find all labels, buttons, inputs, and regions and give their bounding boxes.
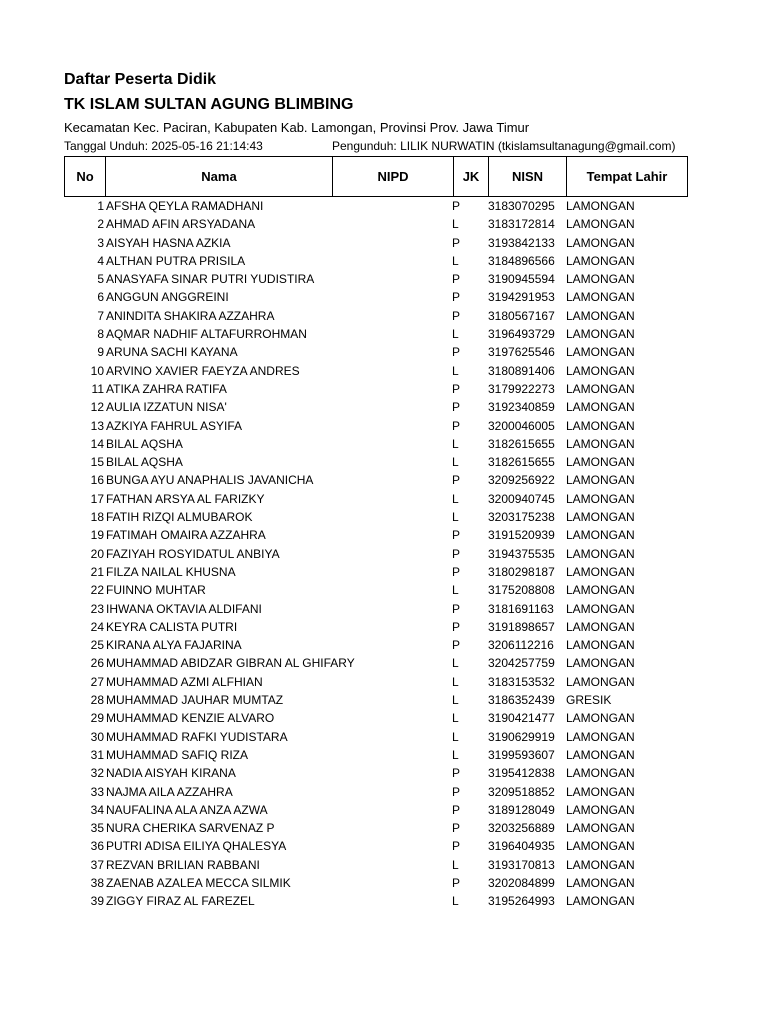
student-gender: L [452, 894, 459, 909]
student-gender: P [452, 400, 461, 415]
student-name: ARUNA SACHI KAYANA [106, 345, 238, 360]
table-row [64, 600, 704, 618]
row-number: 17 [90, 491, 104, 506]
student-name: ANGGUN ANGGREINI [106, 290, 229, 305]
student-gender: P [452, 528, 461, 543]
student-gender: P [452, 308, 461, 323]
student-gender: P [452, 235, 461, 250]
row-number: 29 [90, 711, 104, 726]
student-birthplace: LAMONGAN [566, 601, 635, 616]
table-row [64, 709, 704, 727]
table-row [64, 197, 704, 215]
student-name: AHMAD AFIN ARSYADANA [106, 217, 256, 232]
student-name: MUHAMMAD KENZIE ALVARO [106, 711, 275, 726]
student-nisn: 3209256922 [488, 473, 555, 488]
table-row [64, 819, 704, 837]
table-row [64, 837, 704, 855]
student-nisn: 3195264993 [488, 894, 555, 909]
student-name: AISYAH HASNA AZKIA [106, 235, 231, 250]
table-row [64, 288, 704, 306]
student-name: KIRANA ALYA FAJARINA [106, 638, 242, 653]
row-number: 1 [97, 199, 104, 213]
student-name: REZVAN BRILIAN RABBANI [106, 857, 260, 872]
student-nisn: 3200046005 [488, 418, 555, 433]
student-gender: P [452, 381, 461, 396]
student-nisn: 3209518852 [488, 784, 555, 799]
student-gender: P [452, 345, 461, 360]
student-nisn: 3181691163 [488, 601, 554, 616]
header-nama: Nama [106, 157, 333, 197]
student-nisn: 3196493729 [488, 327, 555, 342]
row-number: 30 [90, 729, 104, 744]
student-name: MUHAMMAD JAUHAR MUMTAZ [106, 693, 284, 708]
student-gender: P [452, 784, 461, 799]
student-name: ZIGGY FIRAZ AL FAREZEL [106, 894, 255, 909]
student-name: FUINNO MUHTAR [106, 583, 206, 598]
row-number: 14 [90, 436, 104, 451]
student-nisn: 3194291953 [488, 290, 555, 305]
header-jk: JK [454, 157, 489, 197]
student-gender: L [452, 711, 459, 726]
student-birthplace: LAMONGAN [566, 674, 635, 689]
student-gender: P [452, 290, 461, 305]
table-row [64, 252, 704, 270]
student-birthplace: LAMONGAN [566, 436, 635, 451]
table-row [64, 508, 704, 526]
student-name: ARVINO XAVIER FAEYZA ANDRES [106, 363, 300, 378]
student-gender: P [452, 418, 461, 433]
student-gender: L [452, 363, 459, 378]
student-birthplace: LAMONGAN [566, 400, 635, 415]
table-row [64, 307, 704, 325]
student-nisn: 3186352439 [488, 693, 555, 708]
header-nipd: NIPD [333, 157, 454, 197]
row-number: 7 [97, 308, 104, 323]
row-number: 21 [90, 564, 104, 579]
row-number: 5 [97, 272, 104, 287]
student-birthplace: LAMONGAN [566, 381, 635, 396]
student-birthplace: LAMONGAN [566, 839, 635, 854]
student-nisn: 3200940745 [488, 491, 555, 506]
student-birthplace: LAMONGAN [566, 802, 635, 817]
student-gender: P [452, 473, 461, 488]
student-nisn: 3203175238 [488, 510, 555, 525]
student-birthplace: LAMONGAN [566, 455, 635, 470]
row-number: 10 [90, 363, 104, 378]
table-row [64, 270, 704, 288]
location-line: Kecamatan Kec. Paciran, Kabupaten Kab. Lamongan, Provinsi Prov. Jawa Timur [64, 120, 530, 135]
student-nisn: 3192340859 [488, 400, 555, 415]
student-nisn: 3197625546 [488, 345, 555, 360]
student-name: PUTRI ADISA EILIYA QHALESYA [106, 839, 287, 854]
table-row [64, 673, 704, 691]
student-name: ZAENAB AZALEA MECCA SILMIK [106, 875, 291, 890]
row-number: 6 [97, 290, 104, 305]
student-nisn: 3184896566 [488, 253, 555, 268]
student-birthplace: LAMONGAN [566, 875, 635, 890]
student-nisn: 3204257759 [488, 656, 555, 671]
student-gender: L [452, 491, 459, 506]
table-row [64, 764, 704, 782]
table-row [64, 801, 704, 819]
student-gender: L [452, 327, 459, 342]
student-nisn: 3199593607 [488, 747, 555, 762]
student-birthplace: LAMONGAN [566, 583, 635, 598]
row-number: 18 [90, 510, 104, 525]
row-number: 4 [97, 253, 104, 268]
table-row [64, 490, 704, 508]
student-birthplace: LAMONGAN [566, 491, 635, 506]
student-nisn: 3191898657 [488, 619, 555, 634]
student-birthplace: LAMONGAN [566, 308, 635, 323]
student-gender: P [452, 619, 461, 634]
table-row [64, 563, 704, 581]
student-nisn: 3189128049 [488, 802, 555, 817]
student-birthplace: LAMONGAN [566, 821, 635, 836]
student-name: AULIA IZZATUN NISA' [106, 400, 227, 415]
row-number: 2 [97, 217, 104, 232]
row-number: 26 [90, 656, 104, 671]
student-birthplace: LAMONGAN [566, 528, 635, 543]
table-row [64, 746, 704, 764]
student-name: AZKIYA FAHRUL ASYIFA [106, 418, 243, 433]
row-number: 27 [90, 674, 104, 689]
table-row [64, 325, 704, 343]
student-gender: L [452, 253, 459, 268]
student-gender: P [452, 875, 461, 890]
student-nisn: 3179922273 [488, 381, 555, 396]
student-birthplace: LAMONGAN [566, 784, 635, 799]
table-row [64, 874, 704, 892]
student-nisn: 3180891406 [488, 363, 555, 378]
document-title: Daftar Peserta Didik [64, 71, 217, 88]
row-number: 32 [90, 766, 104, 781]
table-row [64, 471, 704, 489]
student-name: MUHAMMAD ABIDZAR GIBRAN AL GHIFARY [106, 656, 355, 671]
table-row [64, 856, 704, 874]
table-row [64, 234, 704, 252]
table-header [64, 156, 688, 197]
student-birthplace: LAMONGAN [566, 199, 635, 213]
student-nisn: 3190629919 [488, 729, 555, 744]
student-gender: P [452, 766, 461, 781]
table-row [64, 435, 704, 453]
student-nisn: 3182615655 [488, 436, 555, 451]
student-birthplace: LAMONGAN [566, 857, 635, 872]
student-name: ATIKA ZAHRA RATIFA [106, 381, 227, 396]
table-row [64, 453, 704, 471]
table-row [64, 343, 704, 361]
student-gender: P [452, 199, 461, 213]
row-number: 9 [97, 345, 104, 360]
student-name: MUHAMMAD RAFKI YUDISTARA [106, 729, 288, 744]
student-birthplace: LAMONGAN [566, 510, 635, 525]
student-name: NAJMA AILA AZZAHRA [106, 784, 233, 799]
row-number: 35 [90, 821, 104, 836]
row-number: 33 [90, 784, 104, 799]
student-name: ANASYAFA SINAR PUTRI YUDISTIRA [106, 272, 315, 287]
table-row [64, 362, 704, 380]
student-name: AQMAR NADHIF ALTAFURROHMAN [106, 327, 307, 342]
table-row [64, 728, 704, 746]
row-number: 38 [90, 875, 104, 890]
student-name: ALTHAN PUTRA PRISILA [106, 253, 246, 268]
download-date: Tanggal Unduh: 2025-05-16 21:14:43 [64, 139, 263, 153]
student-name: NAUFALINA ALA ANZA AZWA [106, 802, 268, 817]
student-gender: P [452, 272, 461, 287]
student-name: FATHAN ARSYA AL FARIZKY [106, 491, 265, 506]
student-name: NADIA AISYAH KIRANA [106, 766, 236, 781]
student-birthplace: LAMONGAN [566, 473, 635, 488]
student-birthplace: LAMONGAN [566, 656, 635, 671]
row-number: 24 [90, 619, 104, 634]
student-name: MUHAMMAD AZMI ALFHIAN [106, 674, 263, 689]
student-birthplace: LAMONGAN [566, 418, 635, 433]
row-number: 8 [97, 327, 104, 342]
student-gender: L [452, 747, 459, 762]
student-nisn: 3191520939 [488, 528, 555, 543]
student-nisn: 3203256889 [488, 821, 555, 836]
student-nisn: 3183172814 [488, 217, 555, 232]
student-nisn: 3195412838 [488, 766, 555, 781]
student-nisn: 3193842133 [488, 235, 555, 250]
student-nisn: 3194375535 [488, 546, 555, 561]
row-number: 22 [90, 583, 104, 598]
header-no: No [65, 157, 106, 197]
student-name: BILAL AQSHA [106, 455, 183, 470]
student-gender: L [452, 436, 459, 451]
student-gender: L [452, 857, 459, 872]
student-nisn: 3206112216 [488, 638, 554, 653]
table-row [64, 581, 704, 599]
student-birthplace: LAMONGAN [566, 217, 635, 232]
row-number: 36 [90, 839, 104, 854]
row-number: 31 [90, 747, 104, 762]
student-birthplace: LAMONGAN [566, 253, 635, 268]
table-row [64, 691, 704, 709]
student-gender: L [452, 583, 459, 598]
student-gender: P [452, 638, 461, 653]
student-gender: L [452, 729, 459, 744]
student-nisn: 3202084899 [488, 875, 555, 890]
student-gender: L [452, 674, 459, 689]
student-nisn: 3180298187 [488, 564, 555, 579]
table-row [64, 380, 704, 398]
table-row [64, 526, 704, 544]
student-nisn: 3196404935 [488, 839, 555, 854]
student-name: IHWANA OKTAVIA ALDIFANI [106, 601, 262, 616]
student-birthplace: LAMONGAN [566, 766, 635, 781]
student-name: FILZA NAILAL KHUSNA [106, 564, 236, 579]
student-nisn: 3180567167 [488, 308, 555, 323]
student-birthplace: LAMONGAN [566, 894, 635, 909]
row-number: 3 [97, 235, 104, 250]
student-birthplace: LAMONGAN [566, 546, 635, 561]
student-birthplace: LAMONGAN [566, 327, 635, 342]
student-name: FATIMAH OMAIRA AZZAHRA [106, 528, 266, 543]
table-row [64, 618, 704, 636]
student-nisn: 3175208808 [488, 583, 555, 598]
student-birthplace: LAMONGAN [566, 564, 635, 579]
student-gender: L [452, 455, 459, 470]
row-number: 28 [90, 693, 104, 708]
row-number: 13 [90, 418, 104, 433]
student-birthplace: LAMONGAN [566, 272, 635, 287]
student-birthplace: GRESIK [566, 693, 612, 708]
row-number: 11 [91, 381, 104, 396]
student-nisn: 3183070295 [488, 199, 555, 213]
student-name: KEYRA CALISTA PUTRI [106, 619, 238, 634]
row-number: 25 [90, 638, 104, 653]
student-nisn: 3190945594 [488, 272, 555, 287]
row-number: 19 [90, 528, 104, 543]
student-name: FAZIYAH ROSYIDATUL ANBIYA [106, 546, 280, 561]
row-number: 15 [90, 455, 104, 470]
student-birthplace: LAMONGAN [566, 711, 635, 726]
student-list [64, 197, 704, 911]
row-number: 37 [90, 857, 104, 872]
student-gender: P [452, 564, 461, 579]
student-name: NURA CHERIKA SARVENAZ P [106, 821, 275, 836]
table-row [64, 636, 704, 654]
student-name: MUHAMMAD SAFIQ RIZA [106, 747, 249, 762]
student-gender: L [452, 656, 459, 671]
row-number: 34 [90, 802, 104, 817]
student-birthplace: LAMONGAN [566, 619, 635, 634]
student-birthplace: LAMONGAN [566, 747, 635, 762]
downloader-info: Pengunduh: LILIK NURWATIN (tkislamsultanagung@gmail.com) [332, 139, 676, 153]
school-name: TK ISLAM SULTAN AGUNG BLIMBING [64, 96, 354, 113]
student-birthplace: LAMONGAN [566, 638, 635, 653]
table-row [64, 892, 704, 910]
student-gender: L [452, 693, 459, 708]
student-nisn: 3183153532 [488, 674, 555, 689]
table-row [64, 545, 704, 563]
table-row [64, 654, 704, 672]
student-name: FATIH RIZQI ALMUBAROK [106, 510, 253, 525]
student-nisn: 3182615655 [488, 455, 555, 470]
student-gender: P [452, 546, 461, 561]
row-number: 20 [90, 546, 104, 561]
table-row [64, 417, 704, 435]
student-gender: P [452, 839, 461, 854]
student-nisn: 3190421477 [488, 711, 555, 726]
table-row [64, 783, 704, 801]
student-nisn: 3193170813 [488, 857, 555, 872]
student-birthplace: LAMONGAN [566, 345, 635, 360]
header-tempat-lahir: Tempat Lahir [567, 157, 688, 197]
table-row [64, 398, 704, 416]
student-birthplace: LAMONGAN [566, 290, 635, 305]
student-name: BUNGA AYU ANAPHALIS JAVANICHA [106, 473, 314, 488]
row-number: 16 [90, 473, 104, 488]
student-gender: P [452, 601, 461, 616]
student-gender: L [452, 510, 459, 525]
student-name: BILAL AQSHA [106, 436, 183, 451]
student-gender: P [452, 802, 461, 817]
row-number: 39 [90, 894, 104, 909]
row-number: 23 [90, 601, 104, 616]
table-row [64, 215, 704, 233]
student-birthplace: LAMONGAN [566, 363, 635, 378]
student-birthplace: LAMONGAN [566, 729, 635, 744]
row-number: 12 [90, 400, 104, 415]
header-nisn: NISN [489, 157, 567, 197]
student-gender: L [452, 217, 459, 232]
student-birthplace: LAMONGAN [566, 235, 635, 250]
student-gender: P [452, 821, 461, 836]
student-name: AFSHA QEYLA RAMADHANI [106, 199, 264, 213]
student-name: ANINDITA SHAKIRA AZZAHRA [106, 308, 275, 323]
